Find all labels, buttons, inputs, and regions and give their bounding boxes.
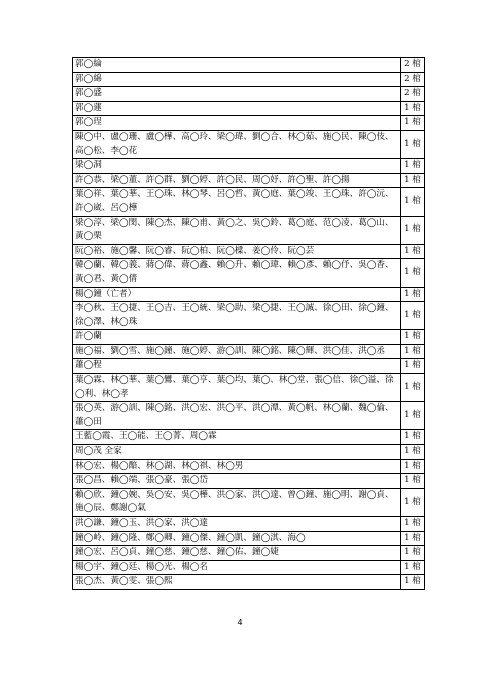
table-row (73, 445, 425, 460)
donation-amount-cell: 1 棺 (401, 244, 425, 259)
donation-amount-cell: 1 棺 (401, 188, 425, 216)
donor-names-cell: 張◯昌、賴◯端、張◯豪、張◯岱 (73, 474, 401, 489)
table-row (73, 430, 425, 445)
table-row (73, 402, 425, 430)
table-row (73, 330, 425, 345)
table-row (73, 130, 425, 158)
donation-amount-cell: 1 棺 (401, 359, 425, 374)
donation-amount-cell: 1 棺 (401, 287, 425, 302)
donor-names-cell: 陳◯中、盧◯珊、盧◯樺、高◯玲、梁◯瑋、劉◯合、林◯茹、施◯民、陳◯伎、高◯松、李◯花 (73, 130, 401, 158)
table-row (73, 72, 425, 87)
donation-amount-cell: 1 棺 (401, 330, 425, 345)
table-row (73, 87, 425, 102)
donor-names-cell: 周◯茂 全家 (73, 445, 401, 460)
donor-names-cell: 張◯英、游◯訓、陳◯銘、洪◯宏、洪◯平、洪◯潭、黃◯帆、林◯蘭、魏◯倫、蕭◯田 (73, 402, 401, 430)
donation-amount-cell: 1 棺 (401, 459, 425, 474)
table-row (73, 474, 425, 489)
table-row (73, 359, 425, 374)
table-row (73, 302, 425, 330)
table-row (73, 546, 425, 561)
table-row (73, 560, 425, 575)
table-row (73, 173, 425, 188)
donation-amount-cell: 1 棺 (401, 130, 425, 158)
donation-amount-cell: 1 棺 (401, 116, 425, 131)
donor-names-cell: 郭◯綸 (73, 58, 401, 73)
donation-amount-cell: 1 棺 (401, 302, 425, 330)
donor-names-cell: 林◯宏、楊◯醅、林◯湖、林◯祺、林◯男 (73, 459, 401, 474)
donor-names-cell: 梁◯洞 (73, 159, 401, 174)
table-row (73, 287, 425, 302)
table-row (73, 344, 425, 359)
table-row (73, 374, 425, 402)
donation-amount-cell: 1 棺 (401, 259, 425, 287)
donor-names-cell: 阮◯裕、施◯馨、阮◯睿、阮◯柏、阮◯樑、姜◯伶、阮◯芸 (73, 244, 401, 259)
donor-names-cell: 洪◯謙、鐘◯玉、洪◯家、洪◯達 (73, 517, 401, 532)
donation-amount-cell: 1 棺 (401, 546, 425, 561)
table-row (73, 159, 425, 174)
donation-table (72, 57, 425, 590)
donor-names-cell: 郭◯綿 (73, 72, 401, 87)
donor-names-cell: 王藍◯霞、王◯能、王◯菁、周◯霖 (73, 430, 401, 445)
donation-amount-cell: 1 棺 (401, 517, 425, 532)
donation-amount-cell: 1 棺 (401, 101, 425, 116)
donation-amount-cell: 1 棺 (401, 430, 425, 445)
donor-names-cell: 許◯恭、梁◯董、許◯群、劉◯婷、許◯民、周◯妤、許◯聖、許◯揚 (73, 173, 401, 188)
donation-amount-cell: 1 棺 (401, 402, 425, 430)
table-row (73, 244, 425, 259)
donor-names-cell: 韓◯蘭、韓◯義、蔣◯偉、蔣◯鑫、賴◯升、賴◯瑋、賴◯彥、賴◯伃、吳◯香、黃◯君、黃◯倩 (73, 259, 401, 287)
table-row (73, 575, 425, 590)
donation-amount-cell: 2 棺 (401, 72, 425, 87)
donation-amount-cell: 1 棺 (401, 173, 425, 188)
table-row (73, 517, 425, 532)
donor-names-cell: 蕭◯程 (73, 359, 401, 374)
table-row (73, 488, 425, 516)
donation-amount-cell: 1 棺 (401, 575, 425, 590)
donation-amount-cell: 2 棺 (401, 87, 425, 102)
donation-amount-cell: 1 棺 (401, 159, 425, 174)
donation-amount-cell: 1 棺 (401, 560, 425, 575)
donation-amount-cell: 1 棺 (401, 531, 425, 546)
donation-amount-cell: 1 棺 (401, 474, 425, 489)
donor-names-cell: 梁◯淳、梁◯閔、陳◯杰、陳◯甫、黃◯之、吳◯鈴、葛◯庭、范◯凌、葛◯山、黃◯栗 (73, 216, 401, 244)
donor-names-cell: 施◯福、劉◯雪、施◯鐘、施◯婷、游◯訓、陳◯銘、陳◯輝、洪◯佳、洪◯丞 (73, 344, 401, 359)
donor-names-cell: 葉◯祥、葉◯華、王◯珠、林◯琴、呂◯哲、黃◯庭、葉◯竣、王◯珠、許◯沅、許◯崴、呂◯樺 (73, 188, 401, 216)
table-row (73, 116, 425, 131)
donation-amount-cell: 1 棺 (401, 216, 425, 244)
donor-names-cell: 張◯杰、黃◯雯、張◯熙 (73, 575, 401, 590)
donor-names-cell: 楊◯宇、鐘◯廷、楊◯光、楊◯名 (73, 560, 401, 575)
donor-names-cell: 郭◯盛 (73, 87, 401, 102)
donor-names-cell: 鐘◯宏、呂◯貞、鐘◯慈、鐘◯慈、鐘◯佑、鐘◯婕 (73, 546, 401, 561)
donation-amount-cell: 2 棺 (401, 58, 425, 73)
table-row (73, 188, 425, 216)
table-row (73, 58, 425, 73)
donor-names-cell: 賴◯欣、鐘◯婉、吳◯安、吳◯樺、洪◯家、洪◯達、曾◯鐘、施◯明、謝◯貞、施◯辰、鄭謝◯氣 (73, 488, 401, 516)
donor-names-cell: 郭◯蓮 (73, 101, 401, 116)
donor-names-cell: 楊◯鐘（亡者） (73, 287, 401, 302)
donor-names-cell: 許◯蘭 (73, 330, 401, 345)
donor-names-cell: 葉◯霖、林◯華、葉◯鸞、葉◯亨、葉◯均、葉◯、林◯堂、張◯信、徐◯溢、徐◯利、林◯孝 (73, 374, 401, 402)
donor-names-cell: 李◯秋、王◯捷、王◯吉、王◯統、梁◯助、梁◯捷、王◯誠、徐◯田、徐◯鐘、徐◯澤、林◯珠 (73, 302, 401, 330)
donor-names-cell: 郭◯珵 (73, 116, 401, 131)
table-row (73, 259, 425, 287)
donation-table-body (73, 58, 425, 590)
table-row (73, 101, 425, 116)
page-number: 4 (237, 618, 243, 627)
table-row (73, 531, 425, 546)
donor-names-cell: 鐘◯岭、鐘◯隆、鄭◯卿、鐘◯傑、鐘◯凱、鐘◯淇、海◯ (73, 531, 401, 546)
donation-amount-cell: 1 棺 (401, 488, 425, 516)
table-row (73, 216, 425, 244)
donation-amount-cell: 1 棺 (401, 374, 425, 402)
donation-amount-cell: 1 棺 (401, 445, 425, 460)
table-row (73, 459, 425, 474)
donation-amount-cell: 1 棺 (401, 344, 425, 359)
